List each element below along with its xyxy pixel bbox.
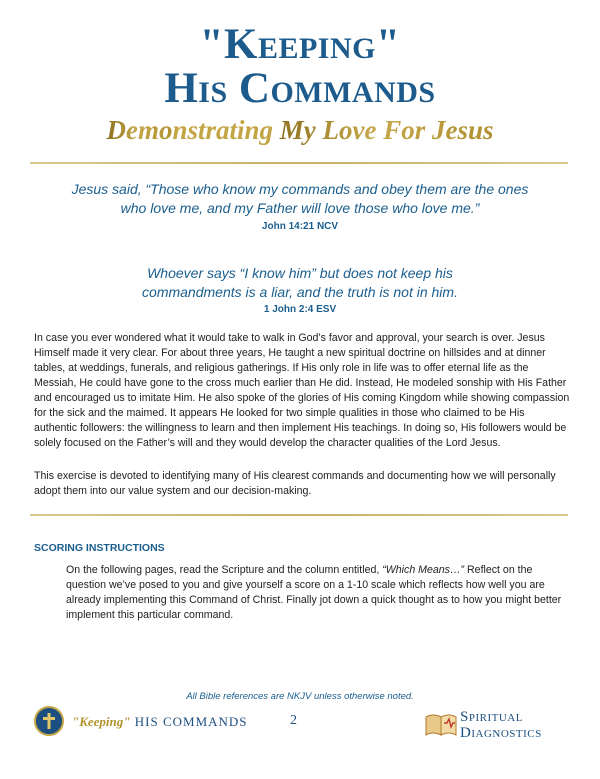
title-line-1: "Keeping" [199, 21, 401, 68]
open-book-icon [424, 709, 458, 739]
scoring-heading: SCORING INSTRUCTIONS [34, 542, 165, 554]
exercise-paragraph: This exercise is devoted to identifying many of His clearest commands and documenting how we will personally adopt them into our value system and our decision-making. [34, 470, 556, 497]
divider-middle [30, 514, 568, 516]
subtitle-part-a: Demo [106, 115, 173, 145]
scoring-instructions [66, 563, 571, 623]
footer-keeping: "Keeping" [72, 714, 131, 729]
bible-reference-note: All Bible references are NKJV unless otherwise noted. [186, 691, 414, 702]
brand-name [460, 709, 542, 741]
footer-his-commands: HIS COMMANDS [130, 714, 248, 729]
quote-1-reference: John 14:21 NCV [261, 221, 339, 232]
footer-title [72, 714, 248, 730]
quote-2-line-1: Whoever says “I know him” but does not keep his [147, 265, 453, 281]
intro-paragraph: In case you ever wondered what it would take to walk in God’s favor and approval, your search is over. Jesus Himself made it very clear. For about three years, He taught a new spiritual doctrine on hillsides and at dinner tables, at weddings, funerals, and religious gatherings. If His only role in life was to offer eternal life as the Messiah, He could have gone to the cross much earlier than He did. Instead, He modeled sonship with His Father and encouraged us to imitate Him. He also spoke of the glories of His coming Kingdom while showing compassion for the sick and the maimed. It appears He looked for two simple qualities in those who claimed to be His authentic followers: the willingness to learn and then implement His teachings. In doing so, His followers would be solely focused on the Father’s will and they would develop the character qualities of the Lord Jesus. [34, 332, 570, 449]
quote-2-reference: 1 John 2:4 ESV [263, 304, 337, 315]
brand-line-1: Spiritual [460, 709, 523, 725]
quote-2-line-2: commandments is a liar, and the truth is not in him. [142, 284, 458, 300]
page-number: 2 [290, 713, 297, 728]
quote-1 [60, 180, 540, 218]
brand-line-2: Diagnostics [460, 725, 542, 741]
quote-1-line-2: who love me, and my Father will love those who love me.” [120, 200, 480, 216]
subtitle-part-c: My Love For Jesus [273, 115, 494, 145]
subtitle-part-b: nstrating [172, 115, 274, 145]
quote-2 [60, 264, 540, 302]
title-line-2: His Commands [164, 65, 436, 112]
divider-top [30, 162, 568, 164]
scoring-text-b: Reflect on the question we’ve posed to you and give yourself a score on a 1-10 scale which reflects how well you are already implementing this Command of Christ. Finally jot down a quick thought as to how you might better implement this particular command. [66, 564, 562, 621]
scoring-text-a: On the following pages, read the Scripture and the column entitled, [66, 564, 383, 576]
subtitle [0, 114, 600, 146]
cross-logo-icon [34, 706, 64, 736]
scoring-text-emphasis: “Which Means…” [382, 564, 465, 576]
quote-1-line-1: Jesus said, “Those who know my commands and obey them are the ones [71, 181, 529, 197]
